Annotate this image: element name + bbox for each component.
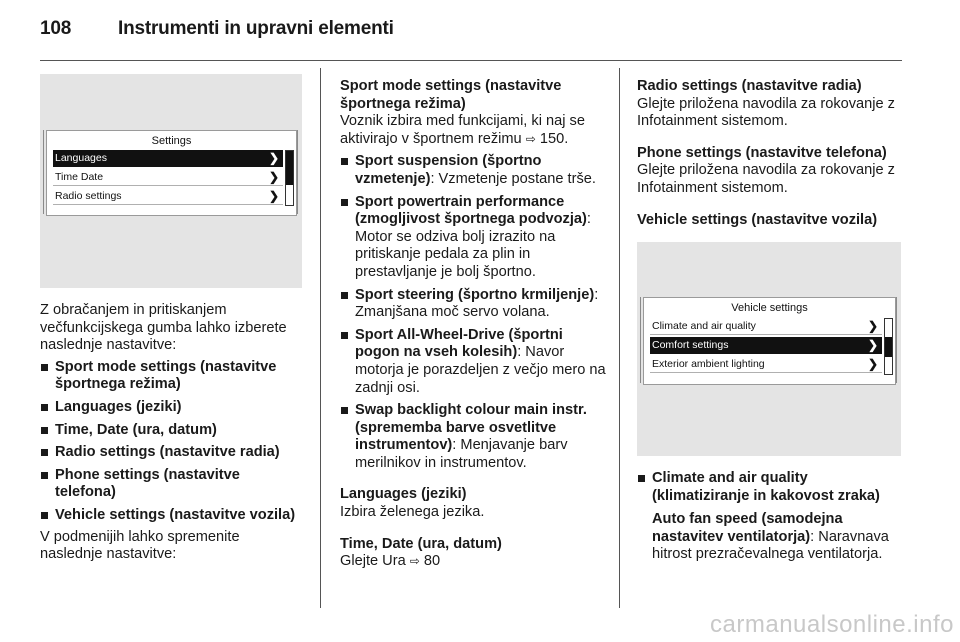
column-3-continued [637, 470, 905, 564]
column-divider-left [320, 68, 321, 608]
column-3 [637, 78, 905, 229]
chevron-right-icon: ❯ [867, 319, 878, 333]
vehicle-options-list [637, 470, 905, 505]
list-item: Languages (jeziki) [40, 399, 302, 417]
column-divider-right [619, 68, 620, 608]
sport-heading: Sport mode settings (nastavitve športnega režima) [340, 78, 562, 112]
radio-text: Glejte priložena navodila za rokovanje z Infotainment sistemom. [637, 95, 895, 130]
sport-options-list [340, 153, 606, 472]
intro-text: Z obračanjem in pritiskanjem večfunkcijskega gumba lahko izberete naslednje nastavitve: [40, 302, 287, 354]
header-rule [40, 60, 902, 61]
page-title: Instrumenti in upravni elementi [118, 18, 394, 39]
scrollbar [884, 318, 893, 375]
chevron-right-icon: ❯ [268, 170, 279, 184]
screen-row-climate: Climate and air quality ❯ [650, 318, 882, 335]
list-item: Radio settings (nastavitve radia) [40, 444, 302, 462]
settings-list [40, 359, 302, 525]
settings-screen-illustration [40, 74, 302, 288]
chevron-right-icon: ❯ [268, 189, 279, 203]
outro-text: V podmenijih lahko spremenite naslednje nastavitve: [40, 528, 240, 563]
page-header [40, 18, 394, 40]
list-item: Sport steering (športno krmiljenje): Zmanjšana moč servo volana. [340, 287, 606, 322]
list-item: Swap backlight colour main instr. (sprememba barve osvetlitve instrumentov): Menjavanje barv merilnikov in instrumentov. [340, 402, 606, 472]
languages-heading: Languages (jeziki) [340, 486, 467, 503]
screen-title: Settings [151, 135, 192, 147]
list-item: Sport mode settings (nastavitve športnega režima) [40, 359, 302, 394]
chevron-right-icon: ❯ [867, 338, 878, 352]
screen-row-time-date: Time Date ❯ [53, 169, 283, 186]
screen-row-languages: Languages ❯ [53, 150, 283, 167]
settings-screen [46, 130, 297, 216]
column-2 [340, 78, 606, 571]
list-item: Vehicle settings (nastavitve vozila) [40, 507, 302, 525]
page-ref-arrow-icon: ⇨ [525, 131, 536, 146]
page-number: 108 [40, 18, 72, 39]
sport-text: Voznik izbira med funkcijami, ki naj se aktivirajo v športnem režimu ⇨ 150. [340, 113, 585, 147]
languages-text: Izbira želenega jezika. [340, 504, 485, 521]
screen-row-exterior-lighting: Exterior ambient lighting ❯ [650, 356, 882, 373]
scrollbar [285, 150, 294, 206]
column-1 [40, 302, 302, 564]
list-item: Sport All-Wheel-Drive (športni pogon na vseh kolesih): Navor motorja je porazdeljen z večjo mero na zadnji osi. [340, 327, 606, 397]
radio-heading: Radio settings (nastavitve radia) [637, 78, 862, 94]
auto-fan-text: Auto fan speed (samodejna nastavitev ventilatorja): Naravnava hitrost prezračevalnega ventilatorja. [652, 511, 889, 563]
list-item: Time, Date (ura, datum) [40, 422, 302, 440]
vehicle-heading: Vehicle settings (nastavitve vozila) [637, 211, 878, 228]
vehicle-settings-screen [643, 297, 896, 385]
list-item: Sport powertrain performance (zmogljivost športnega podvozja): Motor se odziva bolj izrazito na pritiskanje pedala za plin in prestavljanje je bolj športno. [340, 194, 606, 282]
screen-title: Vehicle settings [731, 302, 808, 314]
watermark: carmanualsonline.info [710, 611, 954, 638]
chevron-right-icon: ❯ [867, 357, 878, 371]
phone-text: Glejte priložena navodila za rokovanje z Infotainment sistemom. [637, 162, 895, 196]
list-item: Sport suspension (športno vzmetenje): Vzmetenje postane trše. [340, 153, 606, 188]
screen-row-radio-settings: Radio settings ❯ [53, 188, 283, 205]
vehicle-settings-screen-illustration [637, 242, 901, 456]
list-item: Phone settings (nastavitve telefona) [40, 467, 302, 502]
page-ref-arrow-icon: ⇨ [409, 554, 420, 569]
phone-heading: Phone settings (nastavitve telefona) [637, 144, 887, 161]
time-date-heading: Time, Date (ura, datum) [340, 535, 502, 552]
screen-row-comfort: Comfort settings ❯ [650, 337, 882, 354]
chevron-right-icon: ❯ [268, 151, 279, 165]
time-date-text: Glejte Ura ⇨ 80 [340, 553, 441, 570]
list-item: Climate and air quality (klimatiziranje in kakovost zraka) [637, 470, 905, 505]
